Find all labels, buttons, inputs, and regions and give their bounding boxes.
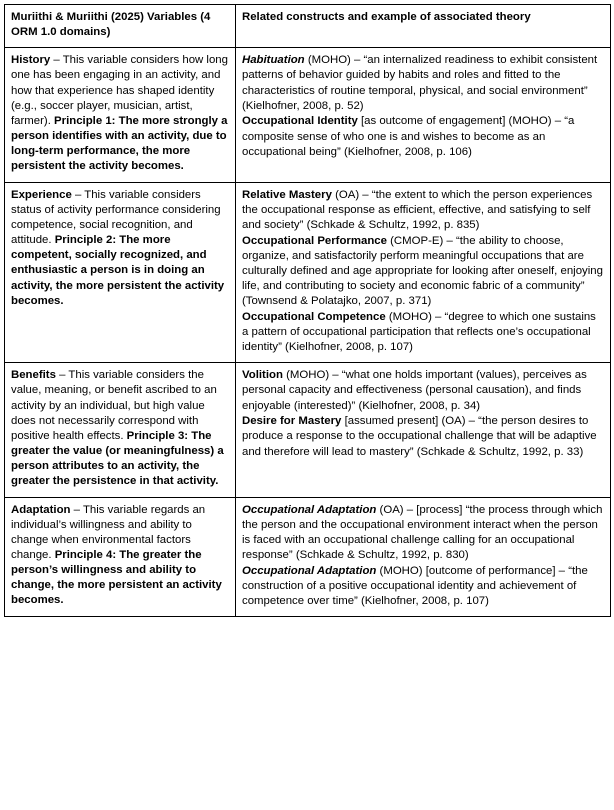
construct-definition: “the construction of a positive occupational identity and achievement of competence over time” (Kielhofner, 2008, p. 107) — [242, 564, 588, 607]
table-row — [5, 48, 611, 182]
construct-source-tag: (OA) – [process] — [376, 503, 466, 516]
construct-source-tag: (MOHO) [outcome of performance] – — [376, 564, 569, 577]
construct-term: Volition — [242, 369, 283, 382]
construct-cell — [236, 182, 611, 363]
column-header-constructs: Related constructs and example of associated theory — [236, 5, 611, 48]
construct-cell — [236, 497, 611, 617]
construct-entry — [242, 53, 604, 114]
variable-description: This variable considers status of activity performance considering competence, social recognition, and attitude. — [11, 188, 221, 247]
column-header-variables: Muriithi & Muriithi (2025) Variables (4 ORM 1.0 domains) — [5, 5, 236, 48]
construct-definition: “the extent to which the person experiences the occupational response as efficient, effective, and satisfying to self and society” (Schkade & Schultz, 1992, p. 835) — [242, 188, 593, 231]
construct-definition: “degree to which one sustains a pattern of occupational participation that reflects one’s occupational identity” (Kielhofner, 2008, p. 107) — [242, 310, 596, 354]
construct-term: Occupational Adaptation — [242, 503, 377, 516]
variable-cell — [5, 182, 236, 363]
construct-source-tag: (MOHO) – — [282, 369, 342, 382]
variable-term: Adaptation — [11, 503, 71, 516]
construct-cell — [236, 48, 611, 182]
variable-dash: – — [50, 54, 63, 67]
variable-cell — [5, 497, 236, 617]
variable-description: This variable considers the value, meaning, or benefit ascribed to an activity by an individual, but high value does not necessarily correspond with positive health effects. — [11, 369, 217, 442]
construct-definition: “a composite sense of who one is and wishes to become as an occupational being” (Kielhofner, 2008, p. 106) — [242, 115, 575, 158]
variable-principle: Principle 4: The greater the person’s willingness and ability to change, the more persistent an activity becomes. — [11, 549, 222, 607]
variable-dash: – — [71, 188, 85, 201]
construct-entry — [242, 414, 604, 459]
variable-principle: Principle 3: The greater the value (or meaningfulness) a person attributes to an activity, the greater the persistence in that activity. — [11, 429, 224, 488]
variable-dash: – — [70, 503, 83, 516]
variable-cell — [5, 48, 236, 182]
construct-definition: “an internalized readiness to exhibit consistent patterns of behavior guided by habits and roles and fitted to the characteristics of routine temporal, physical, and social environment” (Kielhofner, 2008, p. 52) — [242, 54, 598, 112]
construct-source-tag: (MOHO) – — [385, 310, 445, 323]
construct-definition: “the person desires to produce a response to the occupational challenge that will be adaptive and therefore will lead to mastery” (Schkade & Schultz, 1992, p. 33) — [242, 415, 597, 458]
variable-term: History — [11, 54, 51, 67]
construct-entry — [242, 368, 604, 413]
variable-description: This variable regards an individual’s willingness and ability to change when environmental factors change. — [11, 503, 206, 561]
construct-term: Occupational Identity — [242, 115, 358, 128]
construct-source-tag: (CMOP-E) – — [386, 234, 456, 247]
variable-principle: Principle 1: The more strongly a person identifies with an activity, due to long-term performance, the more persistent the activity becomes. — [11, 114, 228, 173]
construct-definition: “the process through which the person and the occupational environment interact when the person is faced with an occupational challenge calling for an occupational response” (Schkade & Schultz, 1992, p. 830) — [242, 503, 603, 561]
construct-term: Occupational Competence — [242, 310, 386, 323]
construct-term: Occupational Performance — [242, 234, 387, 247]
construct-definition: “the ability to choose, organize, and satisfactorily perform meaningful occupations that are culturally defined and age appropriate for looking after oneself, enjoying life, and contributing to society and economic fabric of a community” (Townsend & Polatajko, 2007, p. 371) — [242, 234, 603, 308]
construct-entry — [242, 188, 604, 233]
table-body — [5, 48, 611, 617]
variable-description: This variable considers how long one has been engaging in an activity, and how that experience has shaped identity (e.g., soccer player, musician, artist, farmer). — [11, 54, 228, 127]
construct-entry — [242, 234, 604, 310]
variable-term: Experience — [11, 188, 72, 201]
construct-entry — [242, 564, 604, 609]
construct-source-tag: (OA) – — [331, 188, 372, 201]
table-header-row — [5, 5, 611, 48]
construct-term: Habituation — [242, 54, 305, 67]
construct-entry — [242, 114, 604, 159]
construct-term: Desire for Mastery — [242, 415, 342, 428]
table-row — [5, 497, 611, 617]
construct-term: Occupational Adaptation — [242, 564, 377, 577]
variable-dash: – — [55, 369, 69, 382]
constructs-table — [4, 4, 611, 617]
construct-entry — [242, 503, 604, 564]
construct-source-tag: [as outcome of engagement] (MOHO) – — [357, 115, 565, 128]
construct-cell — [236, 363, 611, 497]
table-row — [5, 182, 611, 363]
construct-term: Relative Mastery — [242, 188, 332, 201]
variable-term: Benefits — [11, 369, 56, 382]
table-row — [5, 363, 611, 497]
variable-cell — [5, 363, 236, 497]
construct-source-tag: (MOHO) – — [304, 54, 364, 67]
variable-principle: Principle 2: The more competent, socially recognized, and enthusiastic a person is in doing an activity, the more persistent the activity becomes. — [11, 234, 225, 307]
construct-entry — [242, 310, 604, 355]
construct-source-tag: [assumed present] (OA) – — [341, 415, 479, 428]
construct-definition: “what one holds important (values), perceives as personal capacity and effectiveness (personal causation), and finds enjoyable (interested)” (Kielhofner, 2008, p. 34) — [242, 369, 587, 412]
